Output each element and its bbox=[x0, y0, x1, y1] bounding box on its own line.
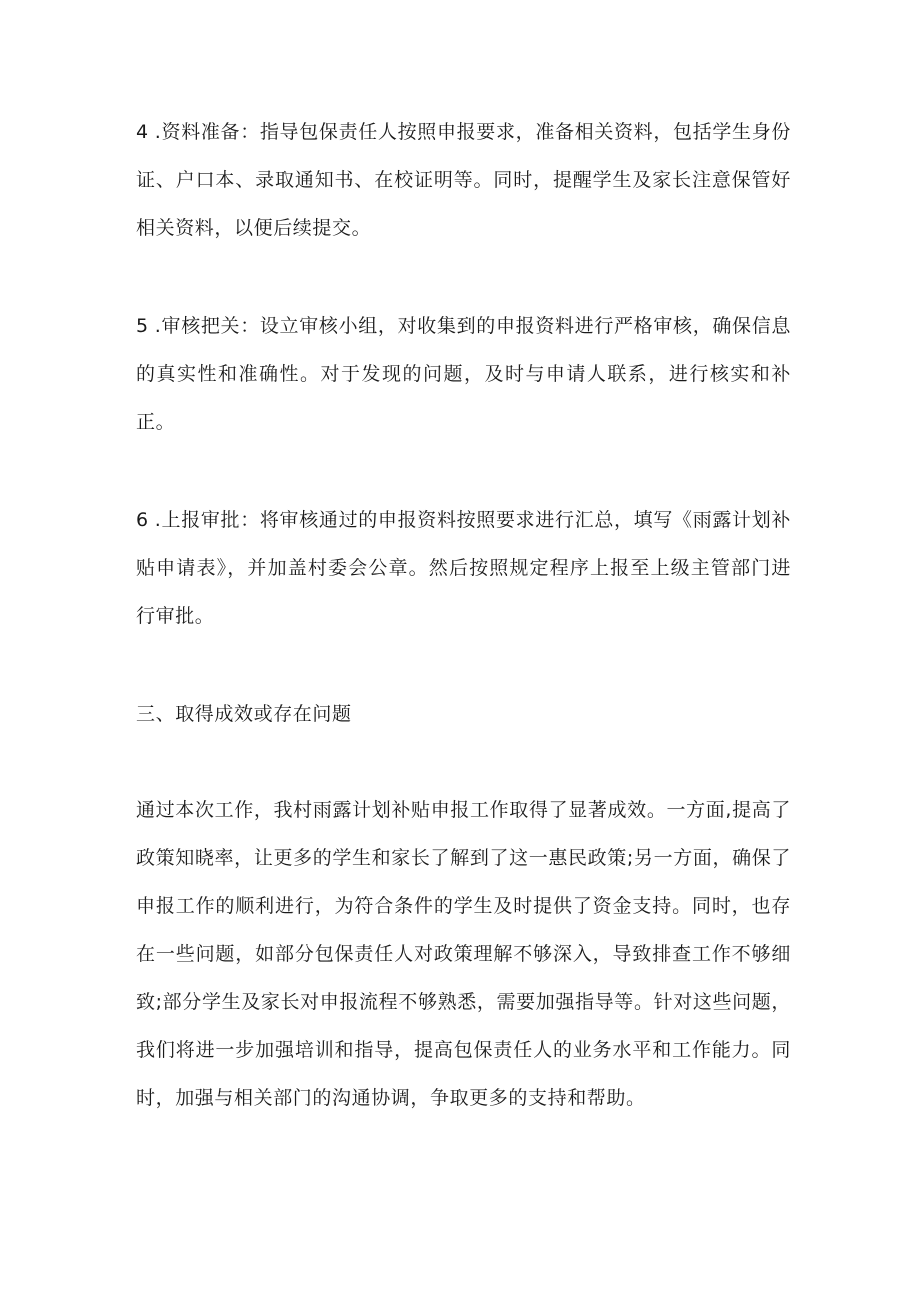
item-6-text: .上报审批：将审核通过的申报资料按照要求进行汇总，填写《雨露计划补贴申请表》，并加盖村委会公章。然后按照规定程序上报至上级主管部门进行审批。 bbox=[136, 509, 791, 627]
item-5-text: .审核把关：设立审核小组，对收集到的申报资料进行严格审核，确保信息的真实性和准确性。对于发现的问题，及时与申请人联系，进行核实和补正。 bbox=[136, 315, 791, 433]
item-5-number: 5 bbox=[136, 315, 149, 337]
item-6-number: 6 bbox=[136, 509, 149, 531]
item-4-number: 4 bbox=[136, 121, 149, 143]
section-heading: 三、取得成效或存在问题 bbox=[136, 703, 352, 725]
item-4-text: .资料准备：指导包保责任人按照申报要求，准备相关资料，包括学生身份证、户口本、录取通知书、在校证明等。同时，提醒学生及家长注意保管好相关资料，以便后续提交。 bbox=[136, 121, 791, 239]
item-6-paragraph bbox=[136, 496, 791, 640]
item-4-paragraph bbox=[136, 108, 791, 252]
item-5-paragraph bbox=[136, 302, 791, 446]
result-paragraph: 通过本次工作，我村雨露计划补贴申报工作取得了显著成效。一方面,提高了政策知晓率，让更多的学生和家长了解到了这一惠民政策;另一方面，确保了申报工作的顺利进行，为符合条件的学生及时提供了资金支持。同时，也存在一些问题，如部分包保责任人对政策理解不够深入，导致排查工作不够细致;部分学生及家长对申报流程不够熟悉，需要加强指导等。针对这些问题，我们将进一步加强培训和指导，提高包保责任人的业务水平和工作能力。同时，加强与相关部门的沟通协调，争取更多的支持和帮助。 bbox=[136, 799, 791, 1109]
